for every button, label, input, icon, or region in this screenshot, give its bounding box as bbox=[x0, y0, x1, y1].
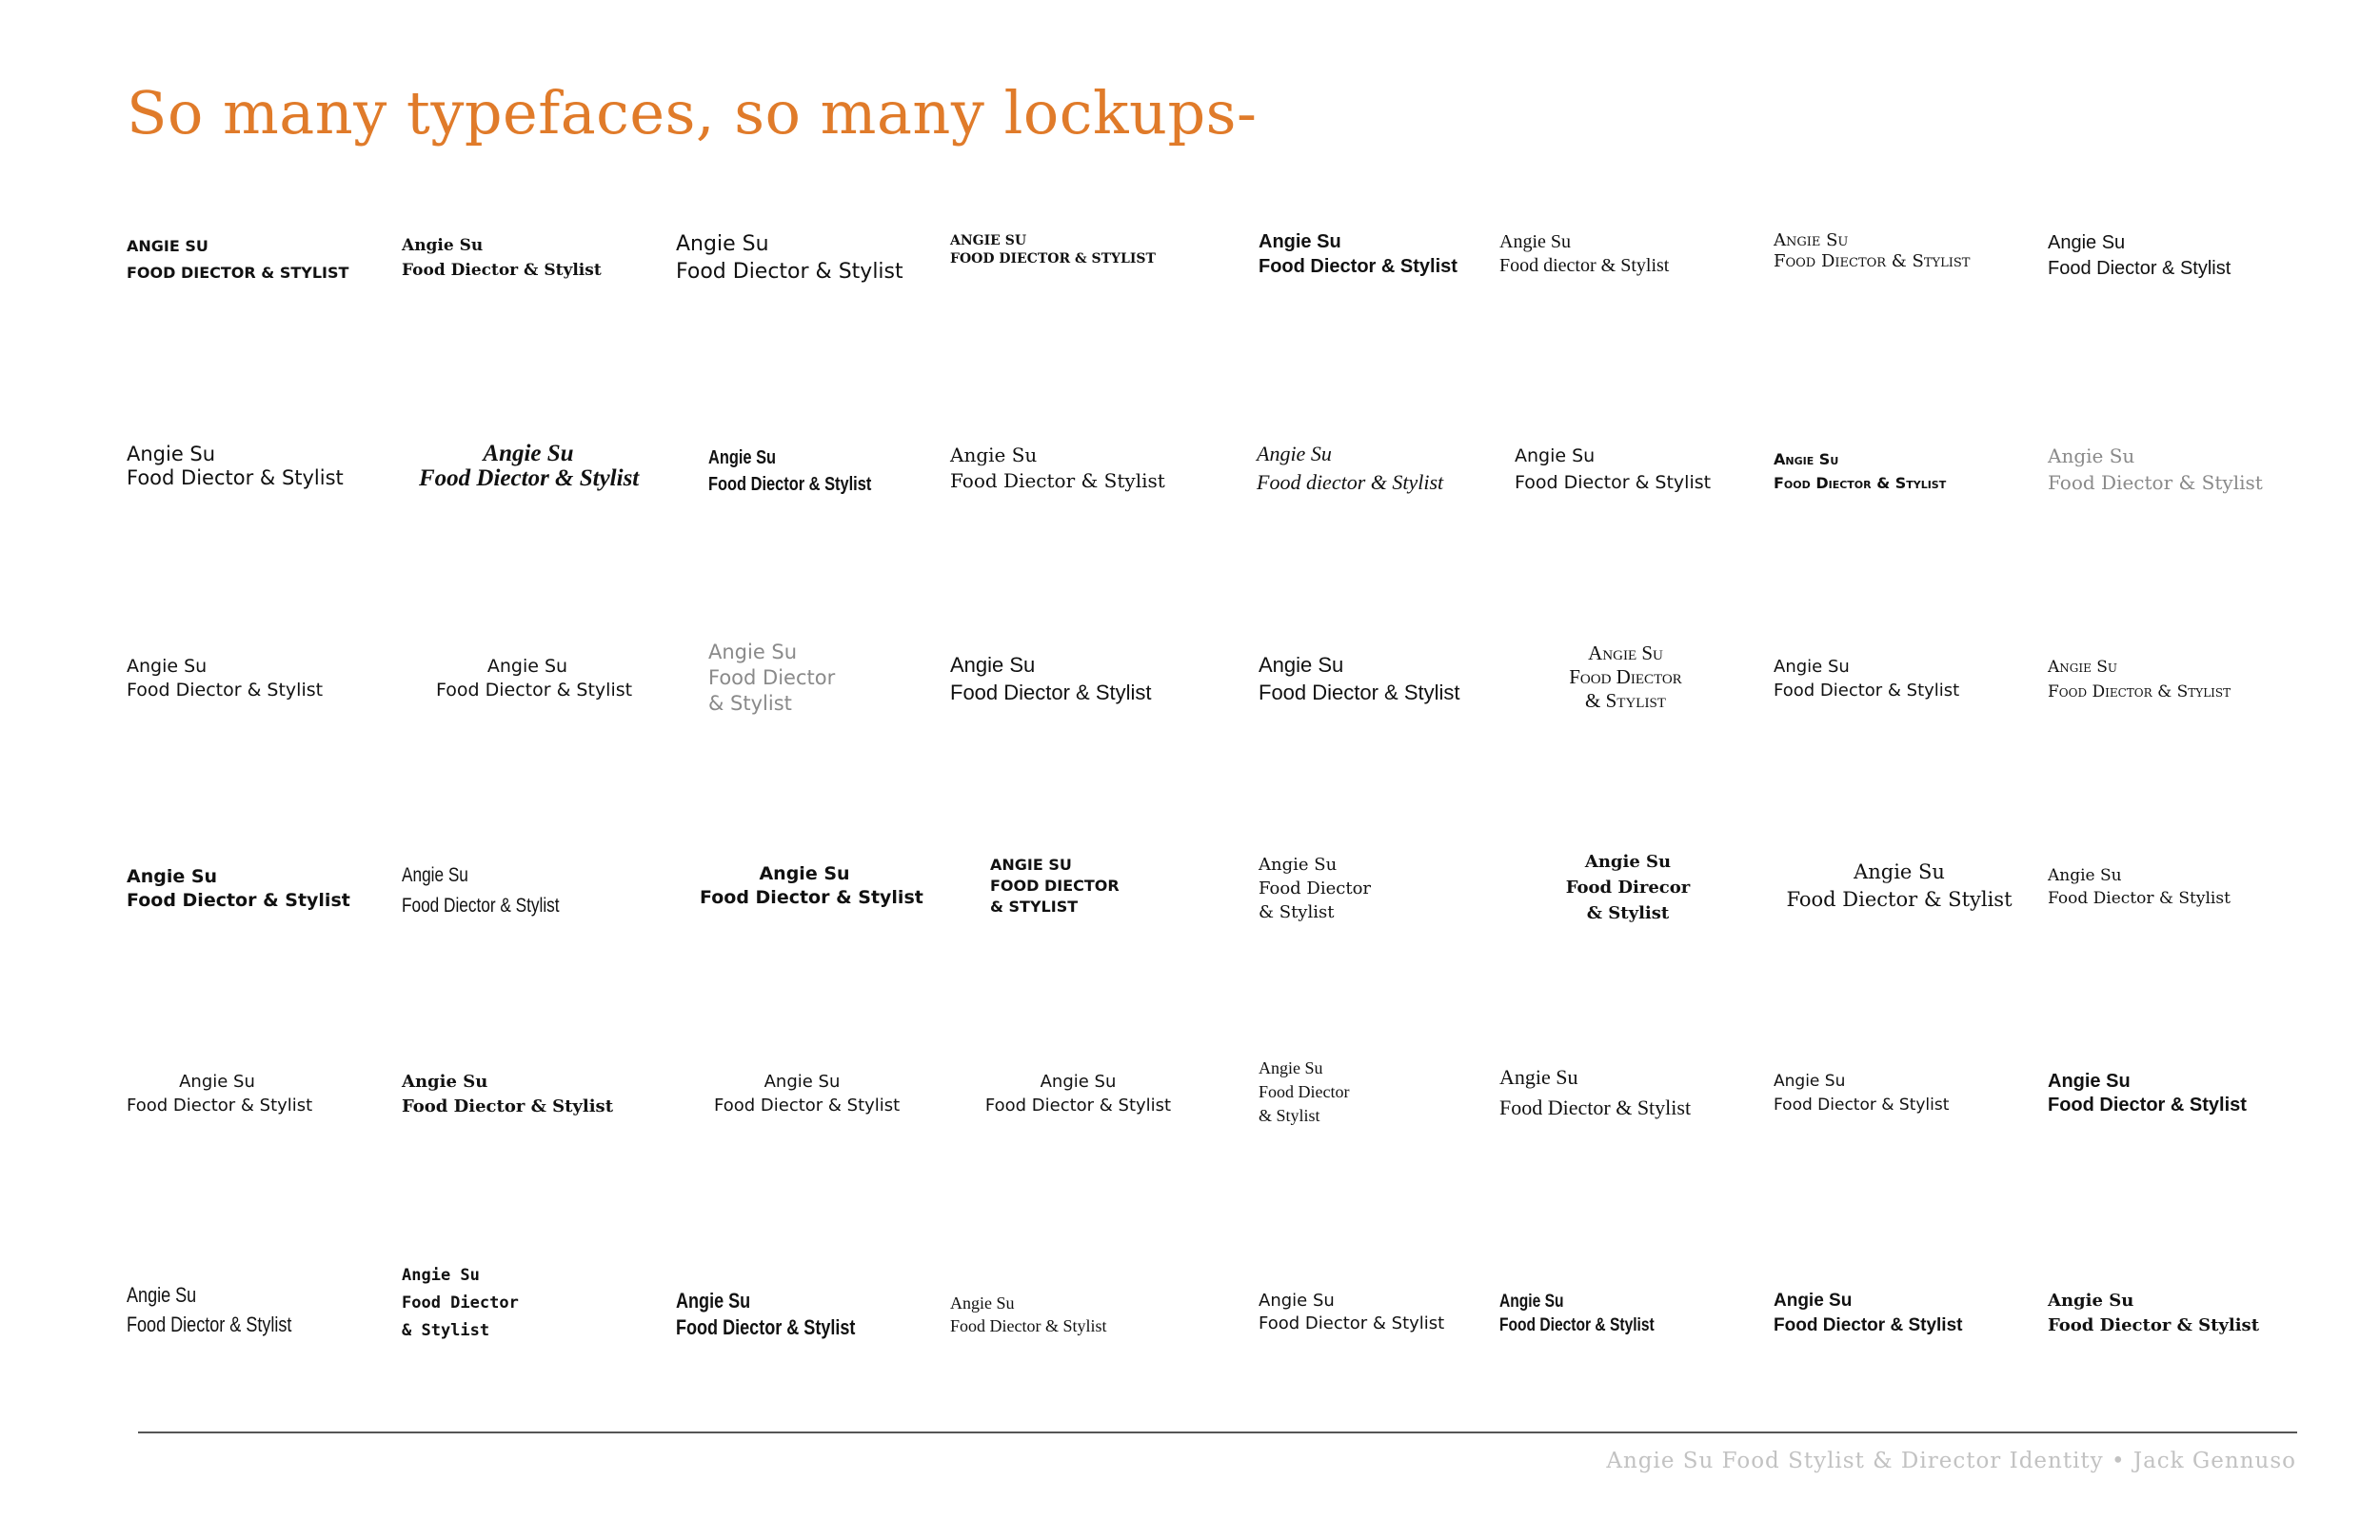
lockup-title-line: Food Diector & Stylist bbox=[676, 1315, 856, 1339]
lockup-name: Angie Su bbox=[1774, 230, 1849, 250]
lockup-name: Angie Su bbox=[402, 1072, 488, 1092]
lockup-10 bbox=[419, 442, 638, 491]
lockup-title-line: Food Diector & Stylist bbox=[950, 681, 1152, 704]
lockup-38 bbox=[1499, 1062, 1691, 1123]
lockup-title-line: Food Diector bbox=[1569, 665, 1682, 688]
lockup-title-line: Food Diector & Stylist bbox=[1774, 1096, 1950, 1115]
lockup-title-line: & Stylist bbox=[1586, 903, 1670, 923]
lockup-name: Angie Su bbox=[127, 1283, 197, 1307]
lockup-title-line: & Stylist bbox=[708, 692, 792, 715]
lockup-title-line: Food Diector & Stylist bbox=[1774, 251, 1971, 271]
lockup-18 bbox=[436, 655, 633, 702]
lockup-name: Angie Su bbox=[1774, 657, 1850, 677]
lockup-name: Angie Su bbox=[486, 656, 568, 677]
lockup-title-line: Food Diector & Stylist bbox=[700, 887, 923, 908]
lockup-name: Angie Su bbox=[1040, 1072, 1117, 1092]
lockup-name: Angie Su bbox=[1499, 1065, 1578, 1089]
lockup-name: Angie Su bbox=[950, 444, 1038, 466]
lockup-name: Angie Su bbox=[1259, 231, 1341, 252]
lockup-title-line: Food Diector & Stylist bbox=[2048, 471, 2263, 494]
lockup-name: Angie Su bbox=[402, 864, 468, 886]
lockup-title-line: Food Diector & Stylist bbox=[402, 895, 560, 917]
lockup-title-line: Food Diector & Stylist bbox=[984, 1096, 1172, 1116]
lockup-name: Angie Su bbox=[402, 236, 484, 255]
lockup-title-line: Food Diector & Stylist bbox=[419, 465, 640, 491]
lockup-title-line: Food Diector & Stylist bbox=[402, 1096, 614, 1116]
lockup-name: Angie Su bbox=[1499, 231, 1571, 252]
lockup-title-line: & Stylist bbox=[1259, 1106, 1320, 1125]
lockup-title-line: Food Diector & Stylist bbox=[1786, 888, 2013, 911]
lockup-44 bbox=[950, 1292, 1107, 1337]
lockup-name: ANGIE SU bbox=[127, 237, 208, 255]
lockup-28 bbox=[990, 855, 1120, 918]
lockup-title-line: Food Diector & Stylist bbox=[2048, 682, 2231, 701]
lockup-4 bbox=[950, 232, 1156, 268]
lockup-name: Angie Su bbox=[2048, 232, 2126, 253]
lockup-name: Angie Su bbox=[2048, 1291, 2134, 1311]
lockup-name: Angie Su bbox=[1259, 1291, 1335, 1311]
lockup-14 bbox=[1515, 443, 1711, 496]
lockup-title-line: Food Diector & Stylist bbox=[127, 680, 324, 701]
lockup-title-line: Food Diector & Stylist bbox=[1774, 681, 1960, 701]
lockup-21 bbox=[1259, 651, 1460, 706]
lockup-title-line: Food Diector & Stylist bbox=[127, 890, 350, 911]
lockup-23 bbox=[1774, 655, 1959, 702]
lockup-name: Angie Su bbox=[1515, 445, 1596, 466]
lockup-31 bbox=[1780, 859, 2018, 914]
lockup-39 bbox=[1774, 1070, 1949, 1117]
lockup-title-line: Food Diector & Stylist bbox=[714, 1096, 901, 1116]
lockup-8 bbox=[2048, 230, 2231, 282]
lockup-name: Angie Su bbox=[2048, 444, 2135, 467]
lockup-46 bbox=[1499, 1290, 1655, 1337]
page-title: So many typefaces, so many lockups- bbox=[127, 78, 1258, 148]
lockup-title-line: Food Diector & Stylist bbox=[1774, 474, 1947, 492]
lockup-title-line: Food Diector & Stylist bbox=[1774, 1315, 1963, 1335]
lockup-title-line: Food Diector & Stylist bbox=[127, 1096, 313, 1116]
lockup-title-line: Food Diector & Stylist bbox=[2048, 1095, 2247, 1116]
lockup-name: Angie Su bbox=[127, 443, 216, 465]
lockup-name: Angie Su bbox=[1259, 1058, 1323, 1077]
lockup-26 bbox=[402, 860, 560, 921]
lockup-36 bbox=[981, 1070, 1176, 1117]
lockup-title-line: Food Diector & Stylist bbox=[708, 474, 872, 495]
lockup-7 bbox=[1774, 230, 1970, 272]
lockup-title-line: Food Diector & Stylist bbox=[1259, 256, 1458, 277]
lockup-name: Angie Su bbox=[402, 1266, 480, 1285]
lockup-title-line: Food Diector & Stylist bbox=[2048, 258, 2231, 279]
lockup-title-line: & Stylist bbox=[402, 1321, 490, 1340]
lockup-name: Angie Su bbox=[1584, 852, 1672, 872]
lockup-title-line: & STYLIST bbox=[990, 898, 1079, 916]
lockup-title-line: Food Diector & Stylist bbox=[1515, 472, 1712, 493]
lockup-title-line: Food Diector & Stylist bbox=[1499, 1315, 1655, 1335]
lockup-name: Angie Su bbox=[676, 232, 769, 256]
lockup-name: Angie Su bbox=[2048, 866, 2122, 885]
lockup-title-line: Food Diector & Stylist bbox=[2048, 1315, 2260, 1335]
lockup-12 bbox=[950, 443, 1165, 494]
lockup-title-line: Food Diector & Stylist bbox=[2048, 889, 2231, 908]
lockup-34 bbox=[402, 1070, 613, 1119]
lockup-name: Angie Su bbox=[764, 1072, 841, 1092]
lockup-name: Angie Su bbox=[759, 863, 850, 884]
lockup-name: Angie Su bbox=[708, 447, 777, 468]
lockup-title-line: Food Diector bbox=[1259, 1082, 1350, 1101]
lockup-43 bbox=[676, 1288, 855, 1341]
lockup-name: Angie Su bbox=[127, 656, 208, 677]
lockup-5 bbox=[1259, 229, 1458, 279]
lockup-17 bbox=[127, 655, 323, 702]
lockup-19 bbox=[708, 640, 835, 717]
footer-divider bbox=[138, 1431, 2297, 1433]
lockup-32 bbox=[2048, 864, 2231, 910]
lockup-title-line: Food Diector bbox=[708, 666, 836, 689]
lockup-name: Angie Su bbox=[1854, 860, 1945, 883]
lockup-name: Angie Su bbox=[127, 866, 218, 887]
lockup-title-line: Food Diector & Stylist bbox=[402, 261, 602, 280]
lockup-2 bbox=[402, 233, 602, 283]
lockup-41 bbox=[127, 1280, 291, 1339]
lockup-48 bbox=[2048, 1289, 2259, 1338]
lockup-1 bbox=[127, 233, 348, 286]
lockup-name: Angie Su bbox=[1774, 1291, 1853, 1311]
lockup-title-line: Food Diector & Stylist bbox=[676, 260, 903, 284]
lockup-45 bbox=[1259, 1290, 1444, 1335]
lockup-name: Angie Su bbox=[1259, 653, 1344, 677]
lockup-29 bbox=[1259, 853, 1371, 924]
lockup-name: Angie Su bbox=[676, 1289, 751, 1313]
lockup-name: Angie Su bbox=[708, 641, 798, 663]
lockup-title-line: Food diector & Stylist bbox=[1499, 255, 1670, 276]
lockup-25 bbox=[127, 865, 350, 913]
lockup-title-line: Food Diector & Stylist bbox=[1499, 1096, 1692, 1119]
lockup-title-line: Food Diector & Stylist bbox=[1259, 681, 1460, 704]
lockup-title-line: Food Direcor bbox=[1565, 878, 1691, 898]
lockup-47 bbox=[1774, 1289, 1962, 1338]
lockup-name: Angie Su bbox=[950, 653, 1036, 677]
lockup-6 bbox=[1499, 230, 1669, 278]
lockup-title-line: Food Diector & Stylist bbox=[950, 1316, 1107, 1335]
lockup-37 bbox=[1259, 1056, 1349, 1128]
lockup-name: Angie Su bbox=[1259, 855, 1338, 875]
lockup-title-line: FOOD DIECTOR & STYLIST bbox=[127, 264, 349, 282]
lockup-27 bbox=[700, 862, 923, 910]
lockup-title-line: Food Diector & Stylist bbox=[436, 680, 633, 701]
lockup-30 bbox=[1542, 849, 1714, 926]
lockup-15 bbox=[1774, 447, 1946, 495]
lockup-33 bbox=[127, 1070, 313, 1117]
lockup-title-line: Food diector & Stylist bbox=[1257, 470, 1444, 494]
lockup-title-line: & Stylist bbox=[1585, 689, 1666, 712]
lockup-title-line: Food Diector & Stylist bbox=[1259, 1313, 1445, 1333]
lockup-16 bbox=[2048, 443, 2263, 496]
lockup-name: Angie Su bbox=[1499, 1292, 1564, 1312]
lockup-name: ANGIE SU bbox=[950, 233, 1027, 248]
lockup-title-line: Food Diector & Stylist bbox=[127, 466, 344, 489]
lockup-20 bbox=[950, 651, 1152, 706]
lockup-35 bbox=[714, 1070, 901, 1117]
lockup-3 bbox=[676, 230, 903, 286]
lockup-name: Angie Su bbox=[1588, 642, 1663, 664]
lockup-title-line: Food Diector bbox=[402, 1293, 519, 1313]
lockup-name: Angie Su bbox=[1257, 442, 1332, 465]
lockup-name: Angie Su bbox=[1774, 1072, 1846, 1091]
lockup-name: ANGIE SU bbox=[990, 856, 1072, 874]
lockup-11 bbox=[708, 444, 871, 498]
lockup-40 bbox=[2048, 1070, 2247, 1117]
lockup-title-line: FOOD DIECTOR & STYLIST bbox=[950, 251, 1156, 267]
lockup-name: Angie Su bbox=[1774, 450, 1839, 468]
lockup-title-line: Food Diector & Stylist bbox=[950, 469, 1165, 492]
lockup-title-line: FOOD DIECTOR bbox=[990, 877, 1120, 895]
lockup-13 bbox=[1257, 440, 1443, 497]
footer-credit: Angie Su Food Stylist & Director Identity • Jack Gennuso bbox=[1606, 1449, 2296, 1473]
lockup-22 bbox=[1547, 642, 1704, 713]
lockup-title-line: Food Diector bbox=[1259, 879, 1372, 898]
lockup-name: Angie Su bbox=[179, 1072, 255, 1092]
lockup-title-line: Food Diector & Stylist bbox=[127, 1313, 292, 1336]
lockup-name: Angie Su bbox=[2048, 1071, 2131, 1092]
lockup-24 bbox=[2048, 655, 2231, 704]
lockup-9 bbox=[127, 443, 344, 490]
lockup-name: Angie Su bbox=[2048, 658, 2118, 677]
lockup-42 bbox=[402, 1262, 519, 1345]
lockup-title-line: & Stylist bbox=[1259, 902, 1335, 922]
lockup-name: Angie Su bbox=[483, 441, 574, 466]
lockup-name: Angie Su bbox=[950, 1293, 1015, 1313]
